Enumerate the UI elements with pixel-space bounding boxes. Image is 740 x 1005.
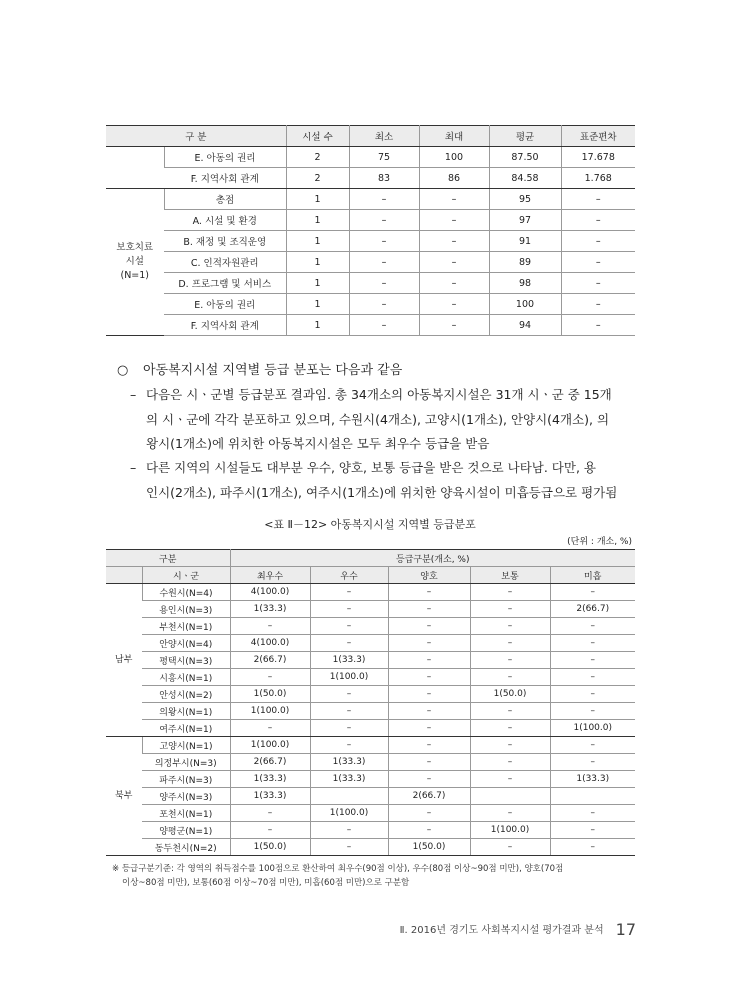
table-cell: 17.678 — [561, 147, 635, 168]
table-cell: – — [550, 822, 635, 839]
group-label-line: 남부 — [115, 655, 133, 665]
table-cell: – — [419, 210, 489, 231]
table-cell: – — [388, 720, 470, 737]
table-cell — [470, 788, 550, 805]
dash-paragraph-1 — [130, 383, 612, 457]
table-cell: 1(33.3) — [310, 754, 388, 771]
table-cell: – — [561, 315, 635, 336]
table-cell: 안양시(N=4) — [142, 635, 230, 652]
dash-mark: – — [130, 387, 137, 402]
table-cell: 파주시(N=3) — [142, 771, 230, 788]
table-row — [106, 273, 635, 294]
table-cell: 의정부시(N=3) — [142, 754, 230, 771]
table-cell: – — [470, 703, 550, 720]
table-cell: – — [419, 273, 489, 294]
table-cell: 1(50.0) — [388, 839, 470, 856]
table-row — [106, 189, 635, 210]
table-cell: – — [419, 294, 489, 315]
table-row — [106, 147, 635, 168]
paragraph-line: 인시(2개소), 파주시(1개소), 여주시(1개소)에 위치한 양육시설이 미흡등급으로 평가됨 — [146, 484, 618, 500]
table-cell: – — [419, 231, 489, 252]
table-cell: – — [388, 754, 470, 771]
paragraph-line: 다음은 시ㆍ군별 등급분포 결과임. 총 34개소의 아동복지시설은 31개 시ㆍ군 중 15개 — [146, 387, 612, 402]
header-cell: 양호 — [388, 567, 470, 584]
table-cell: – — [230, 822, 310, 839]
header-cell: 구분 — [106, 550, 230, 567]
table-row — [106, 231, 635, 252]
footer-text: Ⅱ. 2016년 경기도 사회복지시설 평가결과 분석 — [399, 925, 604, 936]
table-cell: 1(33.3) — [550, 771, 635, 788]
table-cell: – — [230, 669, 310, 686]
table-cell: 고양시(N=1) — [142, 737, 230, 754]
table-cell: – — [561, 273, 635, 294]
table-cell: 1 — [286, 273, 349, 294]
group-label-line: (N=1) — [120, 270, 150, 281]
table-cell: 시흥시(N=1) — [142, 669, 230, 686]
group-label-cell — [106, 189, 164, 336]
table-cell: – — [388, 703, 470, 720]
table-cell: – — [561, 252, 635, 273]
header-cell: 최우수 — [230, 567, 310, 584]
table-cell: 1(100.0) — [310, 669, 388, 686]
table-cell: 83 — [349, 168, 419, 189]
table-row — [106, 754, 635, 771]
group-label-cell — [106, 584, 142, 737]
table-unit: (단위 : 개소, %) — [567, 537, 632, 547]
table-cell: – — [230, 720, 310, 737]
table-header-row — [106, 550, 635, 567]
table-cell: – — [310, 601, 388, 618]
table-row — [106, 294, 635, 315]
table-row — [106, 771, 635, 788]
table-cell: – — [349, 231, 419, 252]
header-cell: 최대 — [419, 126, 489, 147]
table-cell — [310, 788, 388, 805]
regional-grade-table — [106, 549, 635, 856]
table-cell: 포천시(N=1) — [142, 805, 230, 822]
header-cell: 구 분 — [106, 126, 286, 147]
table-cell: 1 — [286, 315, 349, 336]
table-cell: 89 — [489, 252, 561, 273]
table-cell: – — [561, 231, 635, 252]
table-cell: – — [388, 618, 470, 635]
table-cell: – — [561, 294, 635, 315]
table-cell: – — [419, 315, 489, 336]
table-row — [106, 788, 635, 805]
group-label-line: 시설 — [125, 256, 144, 267]
header-cell: 우수 — [310, 567, 388, 584]
table-cell: 2 — [286, 147, 349, 168]
table-cell: – — [388, 601, 470, 618]
table-cell: – — [550, 839, 635, 856]
table-cell: – — [388, 805, 470, 822]
table-row — [106, 618, 635, 635]
table-cell: C. 인적자원관리 — [164, 252, 286, 273]
table-cell: 4(100.0) — [230, 584, 310, 601]
table-cell: – — [550, 754, 635, 771]
table-cell: – — [310, 584, 388, 601]
page-footer — [400, 920, 636, 939]
paragraph-line: 왕시(1개소)에 위치한 아동복지시설은 모두 최우수 등급을 받음 — [146, 436, 490, 451]
table-cell: 98 — [489, 273, 561, 294]
table-cell: – — [310, 839, 388, 856]
table-cell: B. 재정 및 조직운영 — [164, 231, 286, 252]
table-cell: – — [470, 754, 550, 771]
table-cell — [550, 788, 635, 805]
table-cell: 1 — [286, 294, 349, 315]
section-bullet — [117, 359, 402, 378]
table-cell: – — [561, 189, 635, 210]
table-row — [106, 703, 635, 720]
table-cell: 100 — [489, 294, 561, 315]
table-cell: 1(100.0) — [310, 805, 388, 822]
table-row — [106, 210, 635, 231]
table-cell: – — [349, 273, 419, 294]
table-cell: – — [470, 839, 550, 856]
table-cell: 1(100.0) — [550, 720, 635, 737]
table-cell: – — [349, 294, 419, 315]
table-row — [106, 720, 635, 737]
table-cell: – — [388, 686, 470, 703]
table-cell: – — [310, 822, 388, 839]
table-cell: – — [388, 635, 470, 652]
table-cell: – — [470, 669, 550, 686]
table-cell: 84.58 — [489, 168, 561, 189]
table-cell: – — [310, 686, 388, 703]
table-cell: – — [388, 771, 470, 788]
table-cell: 부천시(N=1) — [142, 618, 230, 635]
table-cell: – — [388, 822, 470, 839]
table-cell: 용인시(N=3) — [142, 601, 230, 618]
header-cell: 미흡 — [550, 567, 635, 584]
table-cell: 100 — [419, 147, 489, 168]
table-cell: 양평군(N=1) — [142, 822, 230, 839]
table-cell: 1(50.0) — [230, 686, 310, 703]
table-cell: 97 — [489, 210, 561, 231]
table-cell: – — [349, 252, 419, 273]
table-cell: – — [230, 618, 310, 635]
table-cell: – — [550, 635, 635, 652]
header-cell: 평균 — [489, 126, 561, 147]
table-cell: – — [388, 737, 470, 754]
group-label-line: 보호치료 — [116, 242, 154, 253]
table-cell: – — [550, 584, 635, 601]
table-cell: D. 프로그램 및 서비스 — [164, 273, 286, 294]
table-cell: – — [550, 686, 635, 703]
table-cell: 1(50.0) — [230, 839, 310, 856]
table-cell: 2(66.7) — [550, 601, 635, 618]
table-cell: 1 — [286, 210, 349, 231]
table-cell: – — [470, 635, 550, 652]
table-cell: 4(100.0) — [230, 635, 310, 652]
table-cell: – — [470, 618, 550, 635]
header-cell: 표준편차 — [561, 126, 635, 147]
table-cell: – — [310, 618, 388, 635]
note-line: 이상~80점 미만), 보통(60점 이상~70점 미만), 미흡(60점 미만)으로 구분함 — [122, 878, 410, 888]
table-cell: – — [310, 703, 388, 720]
table-cell: – — [550, 669, 635, 686]
table-cell: 1(100.0) — [470, 822, 550, 839]
table-cell: – — [470, 737, 550, 754]
table-cell: 75 — [349, 147, 419, 168]
table-cell: 2(66.7) — [230, 754, 310, 771]
table-row — [106, 635, 635, 652]
table-cell: – — [470, 805, 550, 822]
table-cell: – — [561, 210, 635, 231]
table-cell: 1(33.3) — [230, 788, 310, 805]
table-cell: 1(50.0) — [470, 686, 550, 703]
paragraph-line: 다른 지역의 시설들도 대부분 우수, 양호, 보통 등급을 받은 것으로 나타남. 다만, 용 — [146, 460, 596, 475]
table-cell: 평택시(N=3) — [142, 652, 230, 669]
table-cell: 1 — [286, 252, 349, 273]
table-cell: – — [470, 652, 550, 669]
table-row — [106, 168, 635, 189]
table-cell: 1(33.3) — [310, 771, 388, 788]
table-row — [106, 822, 635, 839]
table-cell: 안성시(N=2) — [142, 686, 230, 703]
table-cell: 2(66.7) — [388, 788, 470, 805]
table-cell: 동두천시(N=2) — [142, 839, 230, 856]
table-cell: 수원시(N=4) — [142, 584, 230, 601]
table-row — [106, 652, 635, 669]
table-caption: <표 Ⅱ－12> 아동복지시설 지역별 등급분포 — [264, 518, 476, 531]
table-cell: 여주시(N=1) — [142, 720, 230, 737]
table-cell: 총점 — [164, 189, 286, 210]
table-cell: 1 — [286, 231, 349, 252]
table-cell: 1(33.3) — [310, 652, 388, 669]
note-line: ※ 등급구분기준: 각 영역의 취득점수를 100점으로 환산하여 최우수(90점 이상), 우수(80점 이상~90점 미만), 양호(70점 — [112, 864, 564, 874]
table-cell: – — [470, 584, 550, 601]
table-cell: – — [470, 720, 550, 737]
table-cell: F. 지역사회 관계 — [164, 168, 286, 189]
table-cell: 양주시(N=3) — [142, 788, 230, 805]
table-cell: – — [550, 737, 635, 754]
table-cell: – — [550, 652, 635, 669]
table-cell: – — [419, 252, 489, 273]
table-row — [106, 839, 635, 856]
paragraph-line: 의 시ㆍ군에 각각 분포하고 있으며, 수원시(4개소), 고양시(1개소), 안양시(4개소), 의 — [146, 411, 610, 427]
header-cell: 시설 수 — [286, 126, 349, 147]
table-cell: – — [419, 189, 489, 210]
table-row — [106, 601, 635, 618]
table-row — [106, 584, 635, 601]
table-cell: 87.50 — [489, 147, 561, 168]
page-number: 17 — [615, 920, 636, 939]
bullet-text: 아동복지시설 지역별 등급 분포는 다음과 같음 — [143, 363, 403, 378]
table-row — [106, 669, 635, 686]
table-cell: 94 — [489, 315, 561, 336]
table-cell: – — [349, 315, 419, 336]
dash-paragraph-2 — [130, 456, 617, 505]
table-cell: 1(33.3) — [230, 601, 310, 618]
table-cell: E. 아동의 권리 — [164, 294, 286, 315]
grade-criteria-note — [112, 862, 652, 890]
table-cell: – — [310, 737, 388, 754]
table-cell: F. 지역사회 관계 — [164, 315, 286, 336]
bullet-mark: ○ — [117, 363, 129, 378]
table-cell: 1.768 — [561, 168, 635, 189]
facility-score-table — [106, 125, 635, 336]
table-cell: E. 아동의 권리 — [164, 147, 286, 168]
header-cell — [106, 567, 142, 584]
table-cell: 86 — [419, 168, 489, 189]
header-cell: 보통 — [470, 567, 550, 584]
group-label-line: 북부 — [115, 791, 133, 801]
table-row — [106, 252, 635, 273]
table-row — [106, 805, 635, 822]
table-cell: – — [550, 618, 635, 635]
table-cell: A. 시설 및 환경 — [164, 210, 286, 231]
table-cell: – — [388, 652, 470, 669]
header-cell: 시ㆍ군 — [142, 567, 230, 584]
table-cell: – — [230, 805, 310, 822]
group-label-cell — [106, 737, 142, 856]
table-cell: – — [310, 720, 388, 737]
header-cell: 등급구분(개소, %) — [230, 550, 635, 567]
table-cell: 95 — [489, 189, 561, 210]
table-cell: – — [388, 669, 470, 686]
table-header-row — [106, 126, 635, 147]
table-row — [106, 737, 635, 754]
table-cell: – — [550, 805, 635, 822]
table-cell: – — [349, 210, 419, 231]
table-cell: – — [470, 601, 550, 618]
table-cell: – — [470, 771, 550, 788]
table-cell: 2(66.7) — [230, 652, 310, 669]
table-row — [106, 686, 635, 703]
table-row — [106, 315, 635, 336]
table-cell: 1(33.3) — [230, 771, 310, 788]
dash-mark: – — [130, 460, 137, 475]
table-cell: 91 — [489, 231, 561, 252]
table-cell: 1 — [286, 189, 349, 210]
table-cell: 의왕시(N=1) — [142, 703, 230, 720]
table-header-row — [106, 567, 635, 584]
table-cell: – — [310, 635, 388, 652]
table-cell: 1(100.0) — [230, 737, 310, 754]
table-cell: – — [349, 189, 419, 210]
header-cell: 최소 — [349, 126, 419, 147]
table-cell: 2 — [286, 168, 349, 189]
table-cell: – — [550, 703, 635, 720]
table-cell: – — [388, 584, 470, 601]
table-cell: 1(100.0) — [230, 703, 310, 720]
group-label-cell — [106, 147, 164, 189]
